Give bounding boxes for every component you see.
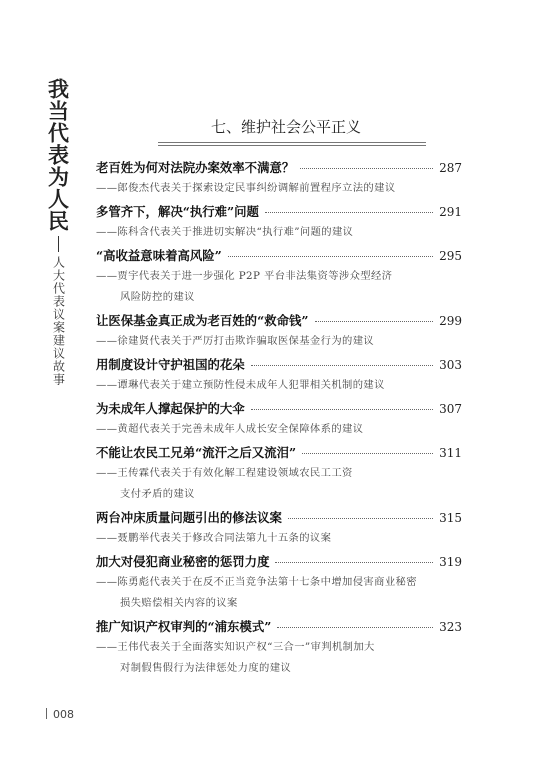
toc-headline-row bbox=[96, 158, 462, 178]
toc-subtitle-continued bbox=[96, 658, 462, 679]
toc-page-number: 315 bbox=[439, 511, 462, 525]
toc-subtitle-text: ——王伟代表关于全面落实知识产权“三合一”审判机制加大 bbox=[96, 641, 375, 653]
toc-page-number: 287 bbox=[439, 161, 462, 175]
leader-dots bbox=[302, 453, 433, 454]
toc-headline-row bbox=[96, 202, 462, 222]
toc-page-number: 299 bbox=[439, 314, 462, 328]
toc-subtitle bbox=[96, 637, 462, 658]
toc-entry bbox=[96, 311, 462, 352]
toc-page-number: 323 bbox=[439, 620, 462, 634]
toc-subtitle bbox=[96, 222, 462, 243]
toc-page-number: 291 bbox=[439, 205, 462, 219]
toc-headline: 老百姓为何对法院办案效率不满意？ bbox=[96, 160, 295, 175]
toc-subtitle-text: ——郎俊杰代表关于探索设定民事纠纷调解前置程序立法的建议 bbox=[96, 182, 396, 194]
toc-subtitle-text: ——王传霖代表关于有效化解工程建设领域农民工工资 bbox=[96, 467, 353, 479]
toc-subtitle bbox=[96, 331, 462, 352]
toc-headline: 让医保基金真正成为老百姓的“救命钱” bbox=[96, 313, 309, 328]
leader-dots bbox=[315, 321, 434, 322]
leader-dots bbox=[251, 409, 433, 410]
toc-headline: 加大对侵犯商业秘密的惩罚力度 bbox=[96, 554, 270, 569]
toc-subtitle bbox=[96, 572, 462, 593]
toc-subtitle-text: ——聂鹏举代表关于修改合同法第九十五条的议案 bbox=[96, 532, 332, 544]
book-title: 我当代表为人民 bbox=[45, 78, 71, 232]
toc-subtitle-text: ——谭琳代表关于建立预防性侵未成年人犯罪相关机制的建议 bbox=[96, 379, 385, 391]
leader-dots bbox=[228, 256, 433, 257]
book-subtitle: 人大代表议案建议故事 bbox=[51, 256, 66, 386]
leader-dots bbox=[300, 168, 433, 169]
folio-bar bbox=[46, 708, 47, 719]
toc-headline-row bbox=[96, 355, 462, 375]
toc-headline-row bbox=[96, 311, 462, 331]
toc-subtitle bbox=[96, 178, 462, 199]
toc-subtitle-text: ——徐建贤代表关于严厉打击欺诈骗取医保基金行为的建议 bbox=[96, 335, 375, 347]
toc-subtitle bbox=[96, 266, 462, 287]
toc-page-number: 307 bbox=[439, 402, 462, 416]
toc-subtitle bbox=[96, 528, 462, 549]
toc-page-number: 311 bbox=[439, 446, 462, 460]
leader-dots bbox=[265, 212, 433, 213]
toc-subtitle bbox=[96, 419, 462, 440]
toc-entry bbox=[96, 399, 462, 440]
toc-subtitle-continued bbox=[96, 484, 462, 505]
toc-page-number: 295 bbox=[439, 249, 462, 263]
toc-entry bbox=[96, 355, 462, 396]
toc-entry bbox=[96, 158, 462, 199]
toc-page-number: 319 bbox=[439, 555, 462, 569]
title-dash bbox=[58, 236, 59, 252]
leader-dots bbox=[288, 518, 433, 519]
toc-subtitle-text: ——陈勇彪代表关于在反不正当竞争法第十七条中增加侵害商业秘密 bbox=[96, 576, 417, 588]
toc-subtitle-text: ——陈科含代表关于推进切实解决“执行难”问题的建议 bbox=[96, 226, 354, 238]
toc-headline: “高收益意味着高风险” bbox=[96, 248, 222, 263]
toc-subtitle-text: 支付矛盾的建议 bbox=[120, 488, 195, 500]
section-title: 七、维护社会公平正义 bbox=[210, 118, 361, 136]
toc-subtitle-continued bbox=[96, 593, 462, 614]
toc-headline: 为未成年人撑起保护的大伞 bbox=[96, 401, 245, 416]
toc-subtitle-text: ——贾宇代表关于进一步强化 P2P 平台非法集资等涉众型经济 bbox=[96, 270, 393, 282]
toc-entry bbox=[96, 552, 462, 614]
table-of-contents bbox=[96, 158, 462, 682]
toc-subtitle-text: 风险防控的建议 bbox=[120, 291, 195, 303]
toc-headline: 用制度设计守护祖国的花朵 bbox=[96, 357, 245, 372]
section-title-rule bbox=[158, 142, 426, 146]
leader-dots bbox=[277, 627, 433, 628]
toc-headline: 推广知识产权审判的“浦东模式” bbox=[96, 619, 272, 634]
toc-entry bbox=[96, 508, 462, 549]
toc-headline: 两台冲床质量问题引出的修法议案 bbox=[96, 510, 282, 525]
toc-headline-row bbox=[96, 246, 462, 266]
toc-headline: 不能让农民工兄弟“流汗之后又流泪” bbox=[96, 445, 297, 460]
toc-headline-row bbox=[96, 399, 462, 419]
leader-dots bbox=[251, 365, 433, 366]
toc-subtitle bbox=[96, 375, 462, 396]
toc-headline-row bbox=[96, 617, 462, 637]
toc-headline-row bbox=[96, 552, 462, 572]
toc-subtitle-continued bbox=[96, 287, 462, 308]
toc-headline-row bbox=[96, 508, 462, 528]
book-title-vertical bbox=[42, 78, 74, 386]
toc-subtitle-text: 损失赔偿相关内容的议案 bbox=[120, 597, 238, 609]
toc-entry bbox=[96, 617, 462, 679]
toc-entry bbox=[96, 202, 462, 243]
toc-page-number: 303 bbox=[439, 358, 462, 372]
toc-entry bbox=[96, 443, 462, 505]
toc-entry bbox=[96, 246, 462, 308]
page-number bbox=[46, 708, 74, 721]
toc-subtitle bbox=[96, 463, 462, 484]
toc-headline: 多管齐下，解决“执行难”问题 bbox=[96, 204, 259, 219]
leader-dots bbox=[275, 562, 433, 563]
toc-headline-row bbox=[96, 443, 462, 463]
toc-subtitle-text: 对制假售假行为法律惩处力度的建议 bbox=[120, 662, 292, 674]
toc-subtitle-text: ——黄超代表关于完善未成年人成长安全保障体系的建议 bbox=[96, 423, 364, 435]
page-number-text: 008 bbox=[53, 708, 74, 721]
